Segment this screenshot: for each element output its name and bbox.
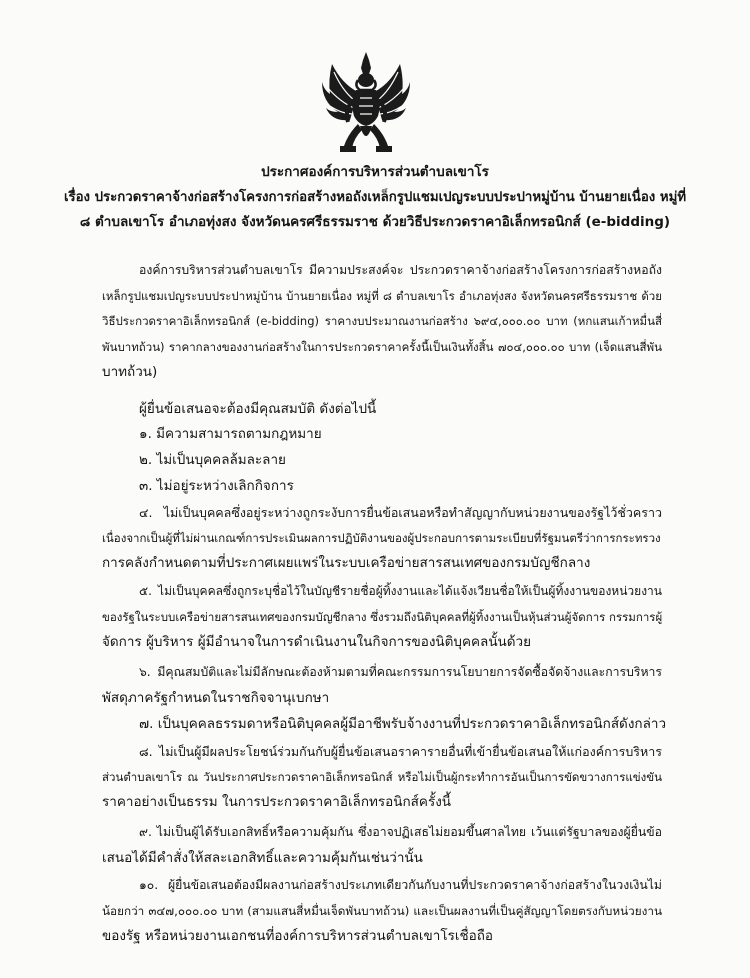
- qualification-item-2: ๒. ไม่เป็นบุคคลล้มละลาย: [139, 452, 286, 468]
- qualification-item-4: [102, 500, 662, 577]
- intro-line: เหล็กรูปแชมเปญระบบประปาหมู่บ้าน บ้านยายเนื่อง หมู่ที่ ๘ ตำบลเขาโร อำเภอทุ่งสง จังหวัดนครศรีธรรมราช ด้วย: [102, 288, 662, 303]
- intro-line: บาทถ้วน): [102, 364, 158, 380]
- item-line: ราคาอย่างเป็นธรรม ในการประกวดราคาอิเล็กทรอนิกส์ครั้งนี้: [102, 794, 452, 810]
- intro-line: พันบาทถ้วน) ราคากลางของงานก่อสร้างในการประกวดราคาครั้งนี้เป็นเงินทั้งสิ้น ๗๐๔,๐๐๐.๐๐ บาท (เจ็ดแสนสี่พัน: [102, 339, 662, 354]
- qualification-item-1: ๑. มีความสามารถตามกฎหมาย: [139, 426, 322, 442]
- item-line: เนื่องจากเป็นผู้ที่ไม่ผ่านเกณฑ์การประเมินผลการปฏิบัติงานของผู้ประกอบการตามระเบียบที่รัฐมนตรีว่าการกระทรวง: [102, 530, 661, 545]
- item-line: ๖. มีคุณสมบัติและไม่มีลักษณะต้องห้ามตามที่คณะกรรมการนโยบายการจัดซื้อจัดจ้างและการบริหาร: [139, 665, 662, 679]
- item-line: ส่วนตำบลเขาโร ณ วันประกาศประกวดราคาอิเล็กทรอนิกส์ หรือไม่เป็นผู้กระทำการอันเป็นการขัดขวางการแข่งขัน: [102, 769, 662, 784]
- garuda-emblem-icon: [320, 50, 412, 158]
- intro-paragraph: [102, 258, 662, 386]
- item-line: ของรัฐ หรือหน่วยงานเอกชนที่องค์การบริหารส่วนตำบลเขาโรเชื่อถือ: [102, 928, 493, 944]
- qualification-item-7: ๗. เป็นบุคคลธรรมดาหรือนิติบุคคลผู้มีอาชีพรับจ้างงานที่ประกวดราคาอิเล็กทรอนิกส์ดังกล่าว: [139, 716, 667, 732]
- qualifications-heading: ผู้ยื่นข้อเสนอจะต้องมีคุณสมบัติ ดังต่อไปนี้: [139, 401, 377, 417]
- qualification-item-9: [102, 820, 662, 871]
- item-line: จัดการ ผู้บริหาร ผู้มีอำนาจในการดำเนินงานในกิจการของนิติบุคคลนั้นด้วย: [102, 634, 532, 650]
- item-line: พัสดุภาครัฐกำหนดในราชกิจจานุเบกษา: [102, 689, 330, 706]
- item-line: ๑๐. ผู้ยื่นข้อเสนอต้องมีผลงานก่อสร้างประเภทเดียวกันกับงานที่ประกวดราคาจ้างก่อสร้างในวงเงินไม่: [139, 878, 662, 892]
- intro-line: องค์การบริหารส่วนตำบลเขาโร มีความประสงค์จะ ประกวดราคาจ้างก่อสร้างโครงการก่อสร้างหอถัง: [139, 263, 662, 277]
- qualification-item-8: [102, 739, 662, 816]
- item-line: ๔. ไม่เป็นบุคคลซึ่งอยู่ระหว่างถูกระงับการยื่นข้อเสนอหรือทำสัญญากับหน่วยงานของรัฐไว้ชั่วคราว: [139, 505, 662, 520]
- item-line: ๘. ไม่เป็นผู้มีผลประโยชน์ร่วมกันกับผู้ยื่นข้อเสนอราคารายอื่นที่เข้ายื่นข้อเสนอให้แก่องค์การบริหาร: [139, 744, 662, 759]
- announcement-title: ประกาศองค์การบริหารส่วนตำบลเขาโร: [261, 164, 489, 180]
- item-line: ของรัฐในระบบเครือข่ายสารสนเทศของกรมบัญชีกลาง ซึ่งรวมถึงนิติบุคคลที่ผู้ทิ้งงานเป็นหุ้นส่วนผู้จัดการ กรรมการผู้: [102, 609, 663, 624]
- item-line: ๕. ไม่เป็นบุคคลซึ่งถูกระบุชื่อไว้ในบัญชีรายชื่อผู้ทิ้งงานและได้แจ้งเวียนชื่อให้เป็นผู้ทิ้งงานของหน่วยงาน: [139, 584, 662, 598]
- qualification-item-6: [102, 660, 662, 711]
- item-line: น้อยกว่า ๓๔๗,๐๐๐.๐๐ บาท (สามแสนสี่หมื่นเจ็ดพันบาทถ้วน) และเป็นผลงานที่เป็นคู่สัญญาโดยตรงกับหน่วยงาน: [102, 903, 662, 918]
- item-line: เสนอได้มีคำสั่งให้สละเอกสิทธิ์และความคุ้มกันเช่นว่านั้น: [102, 849, 423, 866]
- qualification-item-3: ๓. ไม่อยู่ระหว่างเลิกกิจการ: [139, 478, 294, 494]
- qualification-item-10: [102, 873, 662, 950]
- item-line: การคลังกำหนดตามที่ประกาศเผยแพร่ในระบบเครือข่ายสารสนเทศของกรมบัญชีกลาง: [102, 555, 591, 571]
- qualification-item-5: [102, 579, 662, 656]
- subject-line-2: ๘ ตำบลเขาโร อำเภอทุ่งสง จังหวัดนครศรีธรรมราช ด้วยวิธีประกวดราคาอิเล็กทรอนิกส์ (e-bidding): [79, 214, 671, 230]
- intro-line: วิธีประกวดราคาอิเล็กทรอนิกส์ (e-bidding) ราคางบประมาณงานก่อสร้าง ๖๙๔,๐๐๐.๐๐ บาท (หกแสนเก้าหมื่นสี่: [102, 314, 662, 328]
- item-line: ๙. ไม่เป็นผู้ได้รับเอกสิทธิ์หรือความคุ้มกัน ซึ่งอาจปฏิเสธไม่ยอมขึ้นศาลไทย เว้นแต่รัฐบาลของผู้ยื่นข้อ: [139, 825, 662, 839]
- subject-line-1: เรื่อง ประกวดราคาจ้างก่อสร้างโครงการก่อสร้างหอถังเหล็กรูปแชมเปญระบบประปาหมู่บ้าน บ้านยายเนื่อง หมู่ที่: [63, 190, 687, 205]
